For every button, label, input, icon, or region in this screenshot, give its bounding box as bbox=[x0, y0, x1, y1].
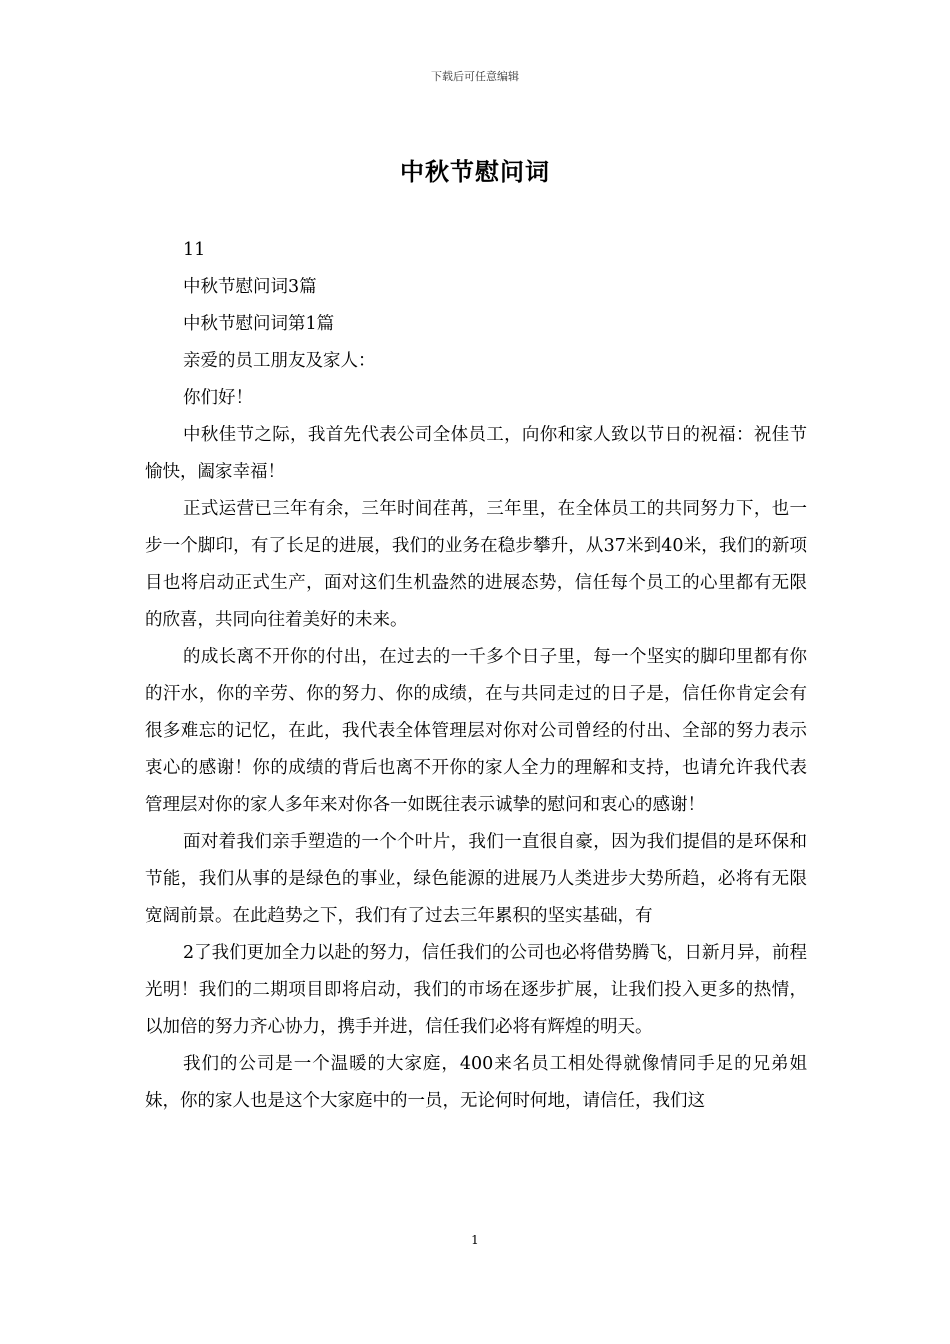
paragraph-5: 2了我们更加全力以赴的努力，信任我们的公司也必将借势腾飞，日新月异，前程光明！我们的二期项目即将启动，我们的市场在逐步扩展，让我们投入更多的热情，以加倍的努力齐心协力，携手并进，信任我们必将有辉煌的明天。 bbox=[145, 943, 807, 1037]
body-line-number: 11 bbox=[183, 240, 206, 260]
paragraph-1: 中秋佳节之际，我首先代表公司全体员工，向你和家人致以节日的祝福：祝佳节愉快，阖家幸福！ bbox=[145, 425, 807, 482]
paragraph-6: 我们的公司是一个温暖的大家庭，400来名员工相处得就像情同手足的兄弟姐妹，你的家人也是这个大家庭中的一员，无论何时何地，请信任，我们这 bbox=[145, 1054, 807, 1111]
paragraph-3: 的成长离不开你的付出，在过去的一千多个日子里，每一个坚实的脚印里都有你的汗水，你的辛劳、你的努力、你的成绩，在与共同走过的日子是，信任你肯定会有很多难忘的记忆，在此，我代表全体管理层对你对公司曾经的付出、全部的努力表示衷心的感谢！你的成绩的背后也离不开你的家人全力的理解和支持，也请允许我代表管理层对你的家人多年来对你各一如既往表示诚挚的慰问和衷心的感谢！ bbox=[145, 647, 807, 815]
paragraph-4: 面对着我们亲手塑造的一个个叶片，我们一直很自豪，因为我们提倡的是环保和节能，我们从事的是绿色的事业，绿色能源的进展乃人类进步大势所趋，必将有无限宽阔前景。在此趋势之下，我们有了过去三年累积的坚实基础，有 bbox=[145, 832, 807, 926]
page-header-note: 下载后可任意编辑 bbox=[431, 70, 519, 83]
document-title: 中秋节慰问词 bbox=[400, 158, 550, 186]
body-line-section-heading: 中秋节慰问词第1篇 bbox=[183, 314, 335, 334]
body-line-greeting: 你们好！ bbox=[183, 388, 253, 408]
body-line-salutation: 亲爱的员工朋友及家人： bbox=[183, 351, 376, 371]
paragraph-2: 正式运营已三年有余，三年时间荏苒，三年里，在全体员工的共同努力下，也一步一个脚印，有了长足的进展，我们的业务在稳步攀升，从37米到40米，我们的新项目也将启动正式生产，面对这们生机盎然的进展态势，信任每个员工的心里都有无限的欣喜，共同向往着美好的未来。 bbox=[145, 499, 807, 630]
body-line-subtitle: 中秋节慰问词3篇 bbox=[183, 277, 317, 297]
page-number: 1 bbox=[471, 1233, 479, 1247]
document-body bbox=[145, 232, 807, 1120]
